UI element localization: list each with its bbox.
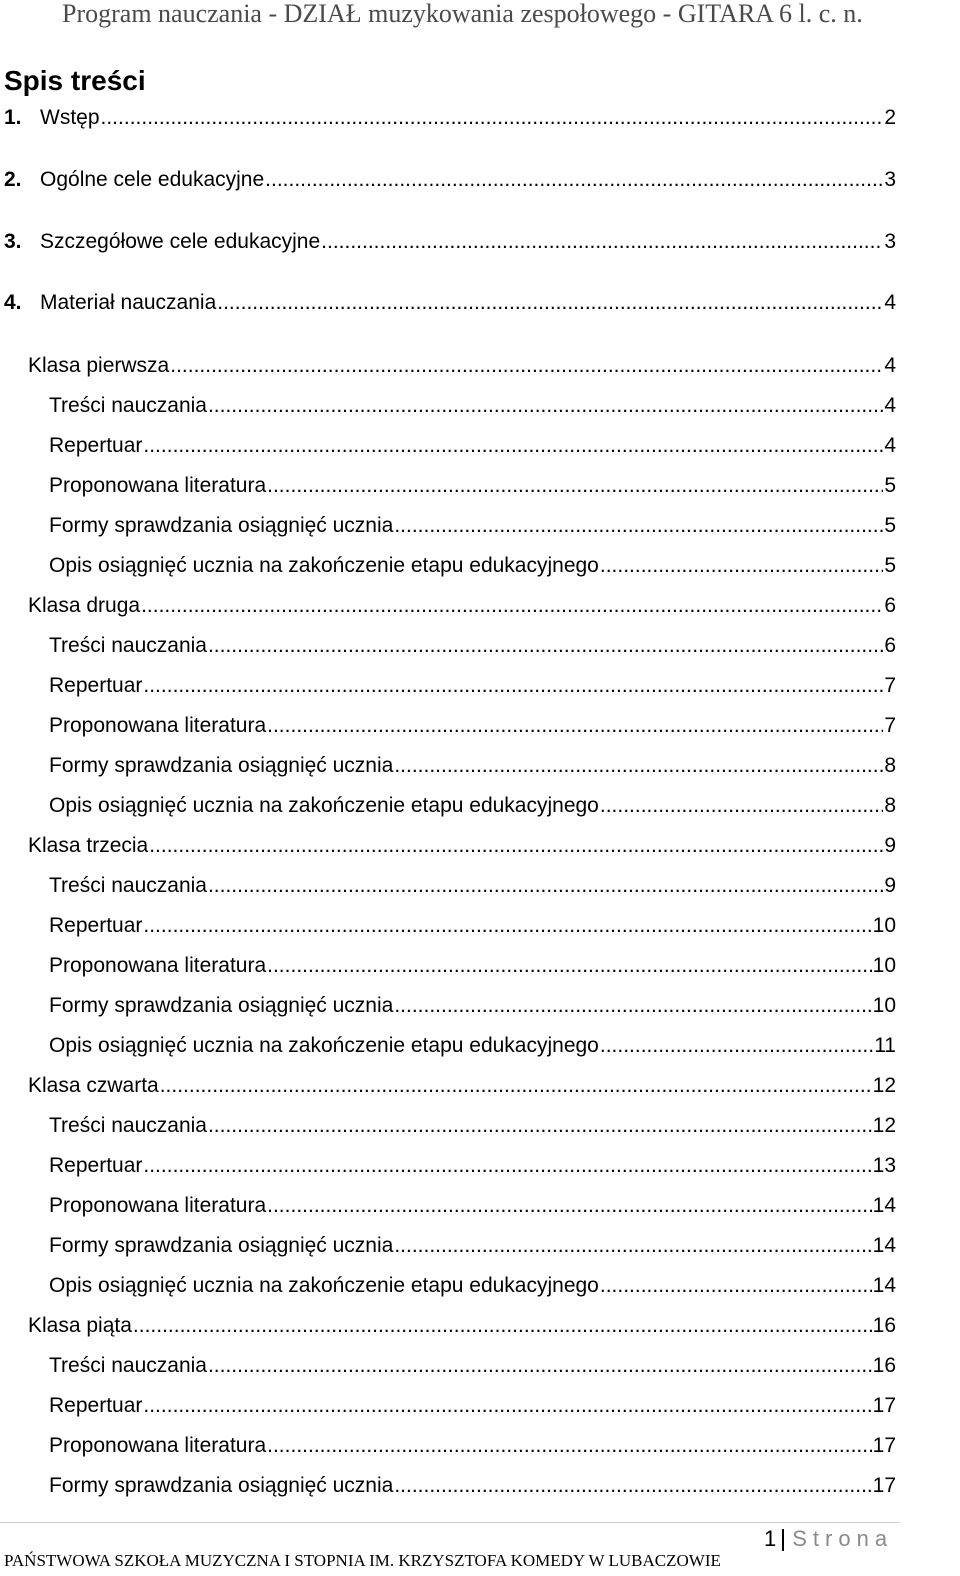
toc-entry-page: 17 bbox=[872, 1474, 896, 1497]
toc-entry-page: 10 bbox=[872, 994, 896, 1017]
toc-entry-label: Wstęp bbox=[40, 106, 100, 129]
toc-entry-label: Klasa czwarta bbox=[28, 1074, 159, 1097]
toc-dot-leader bbox=[149, 832, 883, 860]
toc-dot-leader bbox=[143, 1392, 871, 1420]
toc-entry-page: 7 bbox=[884, 674, 896, 697]
toc-entry[interactable] bbox=[49, 392, 896, 420]
toc-entry-number: 2. bbox=[4, 168, 22, 191]
toc-entry[interactable] bbox=[49, 1352, 896, 1380]
toc-entry-page: 4 bbox=[884, 291, 896, 314]
toc-entry-page: 3 bbox=[884, 230, 896, 253]
toc-entry-page: 2 bbox=[884, 106, 896, 129]
toc-entry[interactable] bbox=[49, 952, 896, 980]
toc-entry-page: 5 bbox=[884, 554, 896, 577]
footer-divider bbox=[0, 1522, 900, 1523]
toc-entry-label: Repertuar bbox=[49, 434, 143, 457]
toc-entry-page: 14 bbox=[872, 1234, 896, 1257]
toc-entry-label: Klasa piąta bbox=[28, 1314, 132, 1337]
toc-entry-label: Opis osiągnięć ucznia na zakończenie etapu edukacyjnego bbox=[49, 554, 599, 577]
toc-dot-leader bbox=[160, 1072, 872, 1100]
toc-dot-leader bbox=[143, 672, 883, 700]
toc-entry-page: 17 bbox=[872, 1434, 896, 1457]
toc-entry-label: Formy sprawdzania osiągnięć ucznia bbox=[49, 514, 394, 537]
toc-entry-label: Repertuar bbox=[49, 1154, 143, 1177]
toc-entry[interactable] bbox=[49, 1432, 896, 1460]
toc-entry[interactable] bbox=[28, 592, 896, 620]
toc-entry-page: 4 bbox=[884, 354, 896, 377]
toc-entry[interactable] bbox=[49, 512, 896, 540]
toc-entry-page: 9 bbox=[884, 874, 896, 897]
toc-dot-leader bbox=[265, 166, 883, 194]
toc-entry-page: 14 bbox=[872, 1194, 896, 1217]
toc-entry[interactable] bbox=[49, 1472, 896, 1500]
toc-dot-leader bbox=[267, 952, 872, 980]
toc-entry-label: Proponowana literatura bbox=[49, 1194, 267, 1217]
page-word: Strona bbox=[792, 1526, 894, 1551]
toc-entry-label: Treści nauczania bbox=[49, 874, 207, 897]
toc-entry-page: 11 bbox=[874, 1034, 896, 1057]
toc-entry-label: Treści nauczania bbox=[49, 394, 207, 417]
toc-entry[interactable] bbox=[28, 1072, 896, 1100]
toc-entry-label: Treści nauczania bbox=[49, 1114, 207, 1137]
toc-entry-label: Klasa pierwsza bbox=[28, 354, 170, 377]
toc-entry[interactable] bbox=[49, 1112, 896, 1140]
toc-entry[interactable] bbox=[49, 872, 896, 900]
toc-entry-label: Formy sprawdzania osiągnięć ucznia bbox=[49, 1234, 394, 1257]
toc-entry-page: 8 bbox=[884, 754, 896, 777]
toc-dot-leader bbox=[321, 228, 883, 256]
toc-entry[interactable] bbox=[49, 1032, 896, 1060]
toc-entry-label: Repertuar bbox=[49, 914, 143, 937]
toc-dot-leader bbox=[394, 512, 883, 540]
toc-entry-label: Formy sprawdzania osiągnięć ucznia bbox=[49, 754, 394, 777]
toc-dot-leader bbox=[170, 352, 883, 380]
toc-entry-page: 17 bbox=[872, 1394, 896, 1417]
school-name-footer: PAŃSTWOWA SZKOŁA MUZYCZNA I STOPNIA IM. KRZYSZTOFA KOMEDY W LUBACZOWIE bbox=[4, 1551, 721, 1570]
toc-entry-page: 5 bbox=[884, 474, 896, 497]
toc-dot-leader bbox=[143, 1152, 871, 1180]
toc-entry[interactable] bbox=[28, 352, 896, 380]
toc-entry-label: Treści nauczania bbox=[49, 1354, 207, 1377]
toc-entry[interactable] bbox=[49, 1152, 896, 1180]
toc-entry[interactable] bbox=[49, 672, 896, 700]
toc-entry-label: Proponowana literatura bbox=[49, 954, 267, 977]
toc-dot-leader bbox=[267, 1432, 872, 1460]
toc-entry[interactable] bbox=[4, 289, 896, 317]
toc-entry[interactable] bbox=[28, 832, 896, 860]
toc-dot-leader bbox=[267, 472, 883, 500]
toc-entry-label: Opis osiągnięć ucznia na zakończenie etapu edukacyjnego bbox=[49, 794, 599, 817]
toc-entry-page: 6 bbox=[884, 634, 896, 657]
toc-entry[interactable] bbox=[49, 472, 896, 500]
toc-entry-page: 4 bbox=[884, 434, 896, 457]
toc-entry[interactable] bbox=[49, 792, 896, 820]
toc-entry[interactable] bbox=[4, 166, 896, 194]
toc-dot-leader bbox=[133, 1312, 872, 1340]
toc-entry-label: Proponowana literatura bbox=[49, 714, 267, 737]
page-number-separator bbox=[782, 1529, 784, 1551]
toc-entry-page: 6 bbox=[884, 594, 896, 617]
toc-entry[interactable] bbox=[49, 1392, 896, 1420]
toc-entry-page: 13 bbox=[872, 1154, 896, 1177]
toc-dot-leader bbox=[208, 632, 883, 660]
toc-dot-leader bbox=[394, 1232, 871, 1260]
toc-entry[interactable] bbox=[49, 552, 896, 580]
toc-dot-leader bbox=[208, 1112, 872, 1140]
toc-entry[interactable] bbox=[49, 912, 896, 940]
toc-entry-page: 16 bbox=[872, 1314, 896, 1337]
toc-entry-label: Materiał nauczania bbox=[40, 291, 217, 314]
toc-entry[interactable] bbox=[49, 432, 896, 460]
toc-dot-leader bbox=[267, 712, 883, 740]
toc-entry[interactable] bbox=[49, 632, 896, 660]
toc-entry-label: Repertuar bbox=[49, 674, 143, 697]
toc-entry-number: 1. bbox=[4, 106, 22, 129]
toc-entry-number: 4. bbox=[4, 291, 22, 314]
toc-dot-leader bbox=[267, 1192, 872, 1220]
toc-entry-label: Formy sprawdzania osiągnięć ucznia bbox=[49, 1474, 394, 1497]
toc-entry-label: Szczegółowe cele edukacyjne bbox=[40, 230, 321, 253]
toc-dot-leader bbox=[600, 1032, 873, 1060]
toc-entry-page: 16 bbox=[872, 1354, 896, 1377]
toc-dot-leader bbox=[600, 1272, 872, 1300]
toc-dot-leader bbox=[208, 872, 883, 900]
toc-entry[interactable] bbox=[28, 1312, 896, 1340]
toc-entry[interactable] bbox=[49, 1192, 896, 1220]
toc-entry-page: 14 bbox=[872, 1274, 896, 1297]
toc-entry-label: Opis osiągnięć ucznia na zakończenie etapu edukacyjnego bbox=[49, 1034, 599, 1057]
toc-entry-label: Klasa druga bbox=[28, 594, 141, 617]
toc-dot-leader bbox=[208, 1352, 872, 1380]
toc-entry-page: 12 bbox=[872, 1114, 896, 1137]
toc-entry-page: 12 bbox=[872, 1074, 896, 1097]
toc-dot-leader bbox=[143, 912, 871, 940]
toc-entry-number: 3. bbox=[4, 230, 22, 253]
page-number-block bbox=[764, 1525, 893, 1553]
toc-dot-leader bbox=[143, 432, 883, 460]
toc-entry-label: Repertuar bbox=[49, 1394, 143, 1417]
toc-entry[interactable] bbox=[49, 752, 896, 780]
toc-entry[interactable] bbox=[4, 228, 896, 256]
toc-entry-label: Formy sprawdzania osiągnięć ucznia bbox=[49, 994, 394, 1017]
toc-dot-leader bbox=[141, 592, 883, 620]
toc-entry[interactable] bbox=[49, 992, 896, 1020]
toc-entry-page: 10 bbox=[872, 954, 896, 977]
toc-entry-page: 10 bbox=[872, 914, 896, 937]
toc-entry-page: 9 bbox=[884, 834, 896, 857]
toc-dot-leader bbox=[394, 1472, 871, 1500]
toc-title: Spis treści bbox=[4, 65, 146, 96]
running-header: Program nauczania - DZIAŁ muzykowania zespołowego - GITARA 6 l. c. n. bbox=[62, 0, 863, 28]
toc-entry-label: Proponowana literatura bbox=[49, 1434, 267, 1457]
toc-entry-page: 5 bbox=[884, 514, 896, 537]
toc-entry-label: Klasa trzecia bbox=[28, 834, 149, 857]
toc-entry[interactable] bbox=[49, 1232, 896, 1260]
toc-entry-page: 3 bbox=[884, 168, 896, 191]
toc-entry-label: Ogólne cele edukacyjne bbox=[40, 168, 265, 191]
toc-dot-leader bbox=[101, 104, 884, 132]
toc-entry-page: 8 bbox=[884, 794, 896, 817]
toc-dot-leader bbox=[394, 992, 871, 1020]
toc-entry[interactable] bbox=[49, 712, 896, 740]
toc-entry-label: Opis osiągnięć ucznia na zakończenie etapu edukacyjnego bbox=[49, 1274, 599, 1297]
toc-dot-leader bbox=[600, 552, 883, 580]
toc-entry-page: 4 bbox=[884, 394, 896, 417]
toc-dot-leader bbox=[208, 392, 883, 420]
toc-dot-leader bbox=[394, 752, 883, 780]
page-number: 1 bbox=[764, 1526, 777, 1551]
toc-dot-leader bbox=[217, 289, 883, 317]
toc-entry-page: 7 bbox=[884, 714, 896, 737]
toc-entry[interactable] bbox=[49, 1272, 896, 1300]
toc-dot-leader bbox=[600, 792, 883, 820]
toc-entry-label: Proponowana literatura bbox=[49, 474, 267, 497]
toc-entry-label: Treści nauczania bbox=[49, 634, 207, 657]
toc-entry[interactable] bbox=[4, 104, 896, 132]
